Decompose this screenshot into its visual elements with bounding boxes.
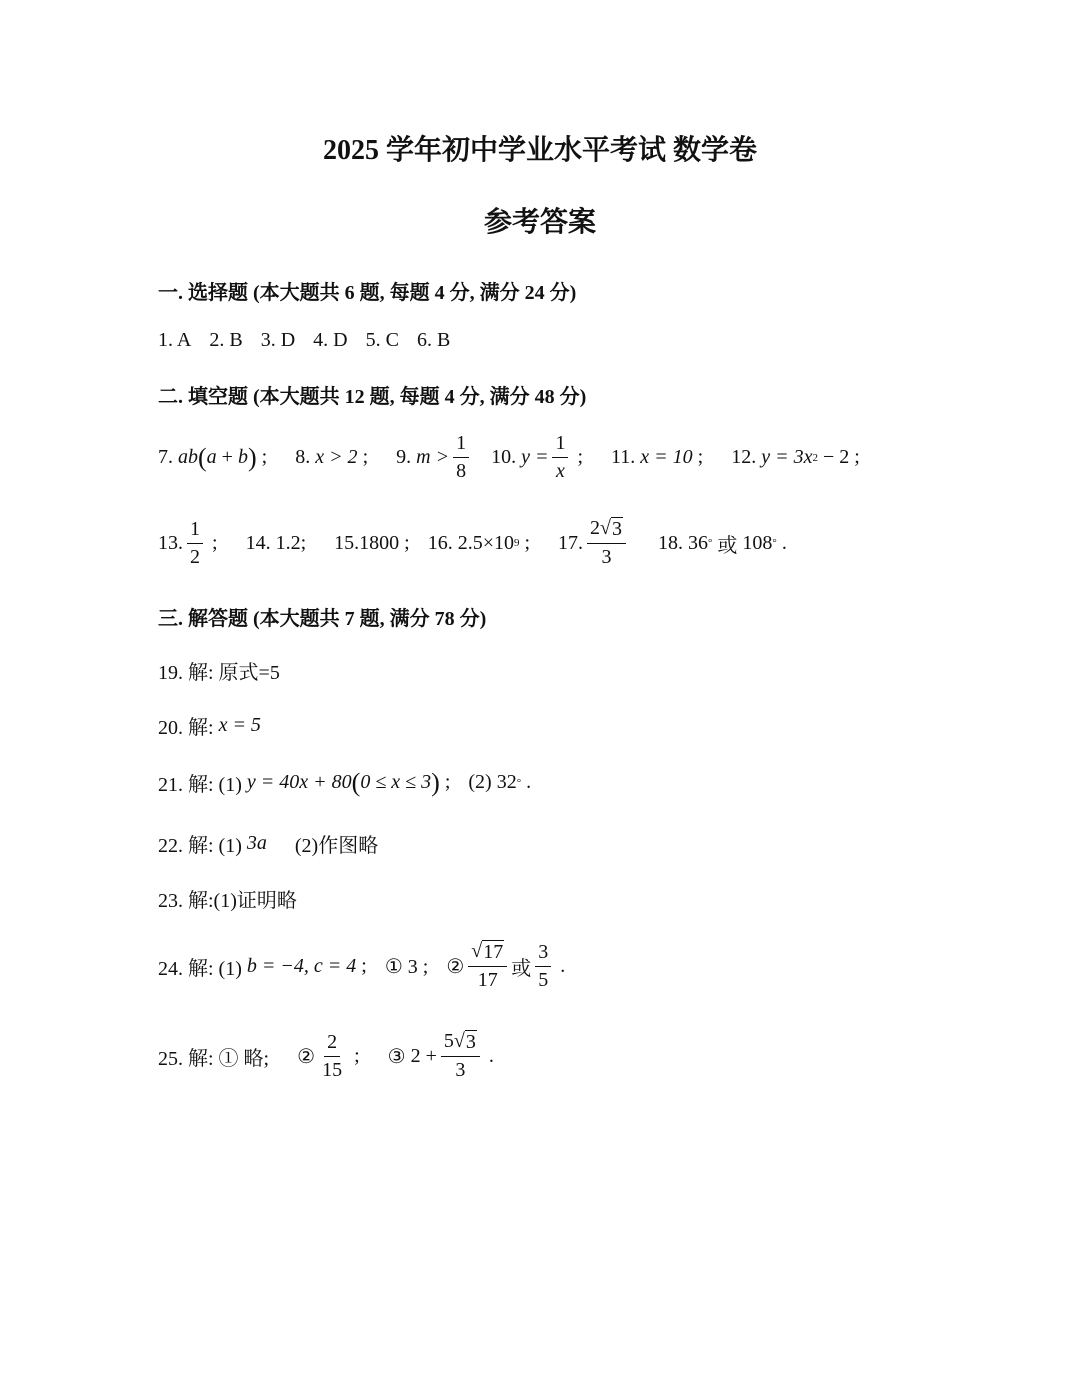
q20-label: 20. 解:: [158, 717, 214, 739]
q7-answer: ab: [178, 446, 198, 468]
q21-range: 0 ≤ x ≤ 3: [360, 771, 432, 793]
answer-1: 1. A: [158, 329, 192, 351]
q21-row: 21. 解: (1) y = 40x + 80 ( 0 ≤ x ≤ 3 ) ; (2) 32 ° .: [158, 767, 532, 797]
answer-4: 4. D: [313, 329, 348, 351]
q25-fraction: $\frac{2}{15}$: [322, 1030, 343, 1081]
section1-header: 一. 选择题 (本大题共 6 题, 每题 4 分, 满分 24 分): [158, 282, 577, 304]
q25-case2: ②: [297, 1045, 316, 1068]
q24-case1: ① 3 ;: [384, 955, 429, 978]
q7-label: 7.: [158, 446, 173, 468]
q10-answer: y =: [521, 446, 549, 468]
q22-row: [158, 829, 378, 858]
q22-answer: 3a: [246, 832, 267, 854]
q12-answer: y = 3x: [761, 446, 813, 468]
q21-answer2: 32: [496, 771, 517, 793]
q24-case2: ②: [446, 955, 465, 978]
q10-fraction: $\frac{1}{x}$: [552, 432, 568, 483]
q13-fraction: $\frac{1}{2}$: [187, 518, 203, 569]
page-title: 2025 学年初中学业水平考试 数学卷: [322, 135, 757, 166]
q9-label: 9.: [396, 446, 412, 468]
q20-answer: x = 5: [218, 714, 261, 736]
q8-answer: x > 2: [315, 446, 358, 468]
section1-answers: [158, 329, 450, 352]
section3-header: 三. 解答题 (本大题共 7 题, 满分 78 分): [158, 608, 487, 630]
q25-case3: ③: [387, 1045, 406, 1068]
q14-answer: 14. 1.2;: [245, 531, 307, 554]
q10-label: 10.: [491, 446, 517, 468]
q21-label: 21. 解: (1): [158, 774, 242, 796]
q18-answer-b: 108: [742, 531, 773, 554]
q24-fraction: √ 17 17: [468, 940, 507, 992]
q24-or: 或: [511, 957, 532, 980]
answer-3: 3. D: [260, 329, 296, 351]
fill-row-2: 13. $\frac{1}{2}$ ; 14. 1.2; 15.1800 ; 16. 2.5×10 9 ; 17. 2 √ 3 3 18. 36 ° 或 108 ° .: [158, 517, 787, 568]
page-subtitle: 参考答案: [483, 207, 596, 238]
answer-5: 5. C: [365, 329, 399, 351]
q17-label: 17.: [558, 531, 584, 554]
q22-label: 22. 解: (1): [158, 835, 242, 857]
q22-part2: (2)作图略: [294, 835, 379, 857]
q19-answer: 19. 解: 原式=5: [158, 662, 280, 684]
q11-answer: x = 10: [640, 446, 693, 468]
section2-header: 二. 填空题 (本大题共 12 题, 每题 4 分, 满分 48 分): [158, 386, 587, 408]
q15-answer: 15.1800 ;: [334, 531, 410, 554]
q18-label: 18.: [658, 531, 684, 554]
q16-answer: 2.5×10: [457, 531, 514, 554]
q9-answer: m >: [416, 446, 450, 468]
answer-2: 2. B: [209, 329, 243, 351]
q21-part2: (2): [468, 771, 492, 793]
q12-label: 12.: [731, 446, 757, 468]
q13-label: 13.: [158, 531, 183, 554]
q16-label: 16.: [427, 531, 453, 554]
q25-label: 25. 解: ① 略;: [158, 1047, 270, 1070]
q8-label: 8.: [295, 446, 311, 468]
q24-fraction-2: $\frac{3}{5}$: [535, 941, 551, 992]
q17-fraction: 2 √ 3 3: [587, 517, 626, 569]
q24-row: 24. 解: (1) b = −4, c = 4 ; ① 3 ; ② √ 17 17 或 $\frac{3}{5}$ .: [158, 940, 566, 991]
q20-row: [158, 711, 261, 740]
q25-prefix: 2 +: [410, 1044, 437, 1067]
q18-answer-a: 36: [688, 531, 709, 554]
q9-fraction: $\frac{1}{8}$: [453, 432, 469, 483]
q18-or: 或: [717, 534, 738, 557]
q25-row: 25. 解: ① 略; ② $\frac{2}{15}$ ; ③ 2 + 5 √ 3 3 .: [158, 1030, 494, 1081]
answer-6: 6. B: [416, 329, 451, 351]
q21-answer: y = 40x + 80: [246, 771, 352, 793]
q23-answer: 23. 解:(1)证明略: [158, 890, 297, 912]
q24-label: 24. 解: (1): [158, 957, 242, 980]
q25-fraction-2: 5 √ 3 3: [441, 1030, 480, 1082]
fill-row-1: 7. ab ( a + b ) ; 8. x > 2 ; 9. m > $\frac{1}{8}$ 10. y = $\frac{1}{x}$ ; 11. x = 10 ; 12. y = 3x 2 − 2 ;: [158, 432, 860, 482]
q24-answer: b = −4, c = 4: [246, 954, 357, 977]
q11-label: 11.: [611, 446, 636, 468]
